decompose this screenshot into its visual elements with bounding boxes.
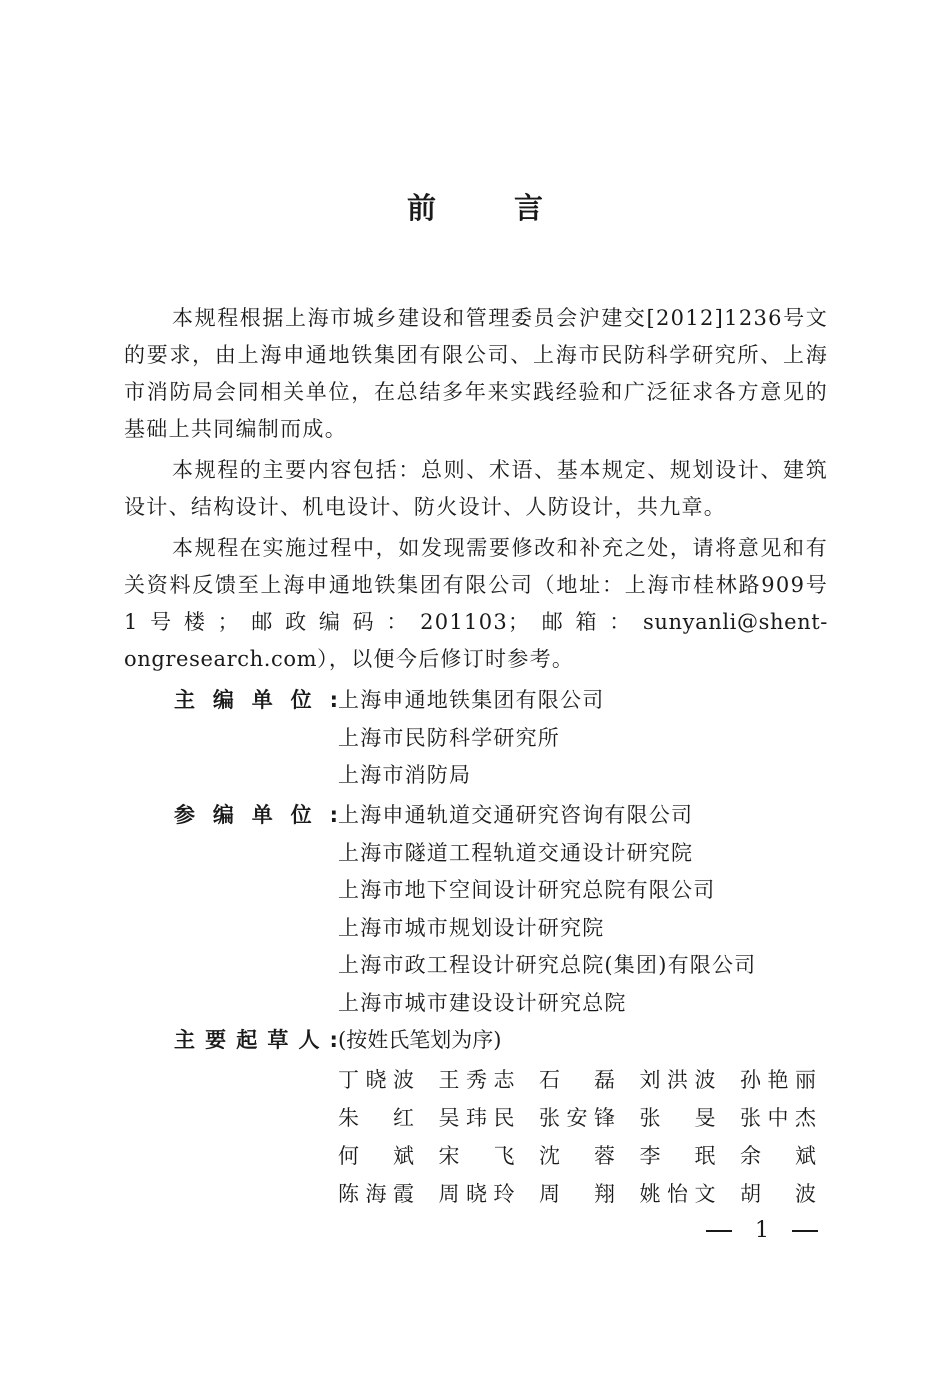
drafter-name: 石 磊 xyxy=(539,1068,615,1092)
drafter-name: 何 斌 xyxy=(338,1144,414,1168)
drafter-name: 李 珉 xyxy=(639,1144,716,1168)
drafter-name: 丁 晓 波 xyxy=(338,1068,414,1092)
drafters-order-note: (按姓氏笔划为序) xyxy=(338,1028,502,1052)
chief-units-list xyxy=(338,682,604,795)
drafter-name: 姚 怡 文 xyxy=(639,1182,716,1206)
drafters-row xyxy=(338,1099,816,1137)
chief-unit-item: 上海市民防科学研究所 xyxy=(338,725,560,750)
drafters-row xyxy=(338,1137,816,1175)
page-number-left-dash xyxy=(706,1230,732,1232)
drafters-label: 主 要 起 草 人 : xyxy=(174,1028,338,1052)
participating-unit-item: 上海市政工程设计研究总院(集团)有限公司 xyxy=(338,953,757,978)
drafter-name: 周 晓 玲 xyxy=(438,1182,515,1206)
participating-unit-item: 上海市城市规划设计研究院 xyxy=(338,915,605,940)
participating-unit-item: 上海申通轨道交通研究咨询有限公司 xyxy=(338,803,694,827)
preface-paragraph-2: 本规程的主要内容包括：总则、术语、基本规定、规划设计、建筑设计、结构设计、机电设计、防火设计、人防设计，共九章。 xyxy=(124,458,828,519)
participating-unit-item: 上海市隧道工程轨道交通设计研究院 xyxy=(338,840,694,865)
participating-unit-item: 上海市城市建设设计研究总院 xyxy=(338,990,627,1015)
drafter-name: 吴 玮 民 xyxy=(438,1106,515,1130)
drafter-name: 刘 洪 波 xyxy=(639,1068,716,1092)
feedback-email: sunyanli@shent-ongresearch.com xyxy=(124,610,828,671)
drafter-name: 陈 海 霞 xyxy=(338,1182,414,1206)
page-number xyxy=(706,1216,818,1246)
preface-paragraph-1: 本规程根据上海市城乡建设和管理委员会沪建交[2012]1236号文的要求，由上海申通地铁集团有限公司、上海市民防科学研究所、上海市消防局会同相关单位，在总结多年来实践经验和广泛征求各方意见的基础上共同编制而成。 xyxy=(124,306,828,441)
page-title: 前 言 xyxy=(406,191,578,225)
drafter-name: 张 中 杰 xyxy=(740,1106,816,1130)
chief-units-label: 主 编 单 位 : xyxy=(174,688,338,712)
drafter-name: 宋 飞 xyxy=(438,1144,515,1168)
chief-unit-item: 上海申通地铁集团有限公司 xyxy=(338,688,605,712)
participating-units-label: 参 编 单 位 : xyxy=(174,803,338,827)
drafter-name: 周 翔 xyxy=(539,1182,615,1206)
drafter-name: 王 秀 志 xyxy=(438,1068,515,1092)
drafter-name: 朱 红 xyxy=(338,1106,414,1130)
page-number-right-dash xyxy=(792,1230,818,1232)
participating-unit-item: 上海市地下空间设计研究总院有限公司 xyxy=(338,878,716,903)
preface-paragraph-3 xyxy=(124,530,828,678)
drafter-name: 余 斌 xyxy=(740,1144,816,1168)
participating-units-list xyxy=(338,797,756,1023)
drafter-name: 胡 波 xyxy=(740,1182,816,1206)
chief-unit-item: 上海市消防局 xyxy=(338,763,472,788)
drafter-name: 张 旻 xyxy=(639,1106,716,1130)
drafter-name: 孙 艳 丽 xyxy=(740,1068,816,1092)
feedback-text: 本规程在实施过程中，如发现需要修改和补充之处，请将意见和有关资料反馈至上海申通地铁集团有限公司（地址：上海市桂林路909号1号楼；邮政编码：201103；邮箱： xyxy=(124,536,828,634)
drafter-name: 张 安 锋 xyxy=(539,1106,615,1130)
drafters-names xyxy=(338,1061,816,1213)
drafters-row xyxy=(338,1175,816,1213)
feedback-tail: ），以便今后修订时参考。 xyxy=(317,647,575,671)
drafter-name: 沈 蓉 xyxy=(539,1144,615,1168)
page-number-value: 1 xyxy=(755,1218,769,1243)
drafters-row xyxy=(338,1061,816,1099)
